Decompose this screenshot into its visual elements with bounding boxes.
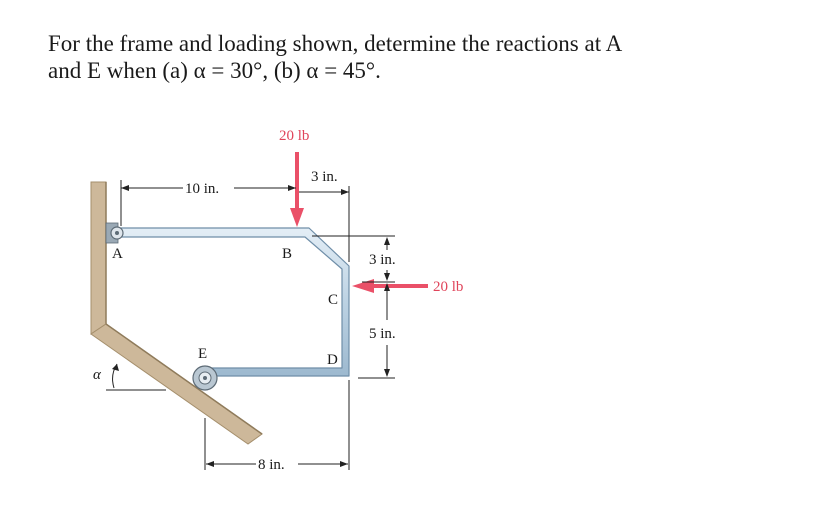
label-d: D <box>327 352 338 368</box>
frame-member <box>117 228 349 376</box>
dim-label-5: 5 in. <box>369 326 396 342</box>
force-label-top: 20 lb <box>279 128 310 144</box>
label-e: E <box>198 346 208 362</box>
dim-label-10: 10 in. <box>185 181 220 197</box>
problem-line-1: For the frame and loading shown, determine the reactions at A <box>48 31 623 56</box>
label-b: B <box>282 246 293 262</box>
label-a: A <box>112 246 123 262</box>
dim-label-8: 8 in. <box>258 457 285 473</box>
label-alpha: α <box>93 367 101 383</box>
pin-a <box>106 223 123 243</box>
wall-support <box>91 182 106 334</box>
roller-e <box>193 366 217 390</box>
problem-line-2: and E when (a) α = 30°, (b) α = 45°. <box>48 58 381 83</box>
force-arrow-horizontal <box>352 279 428 293</box>
force-label-right: 20 lb <box>433 279 464 295</box>
dim-label-3-top: 3 in. <box>311 169 338 185</box>
force-arrow-vertical <box>290 152 304 227</box>
inclined-support <box>91 324 262 444</box>
dim-label-3-side: 3 in. <box>369 252 396 268</box>
label-c: C <box>328 292 339 308</box>
